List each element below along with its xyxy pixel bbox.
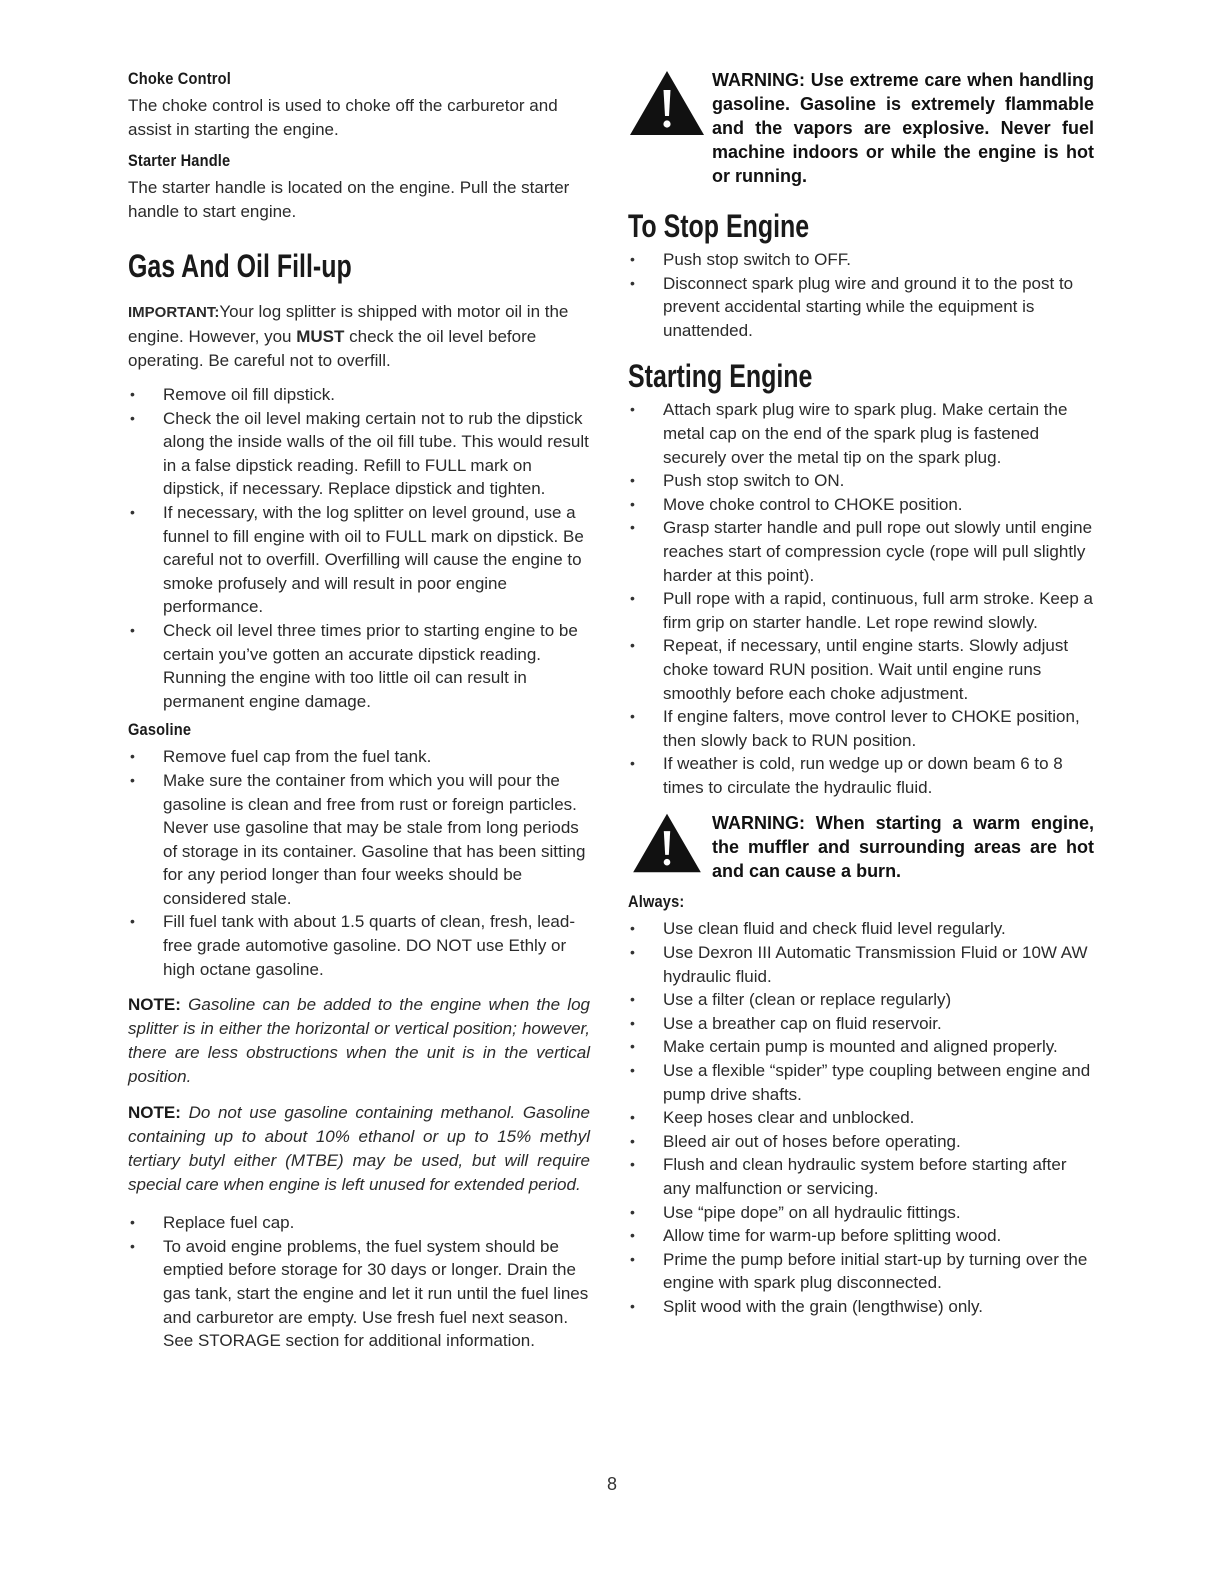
warning-text: WARNING: Use extreme care when handling gasoline. Gasoline is extremely flammable and the vapors are explosive. Never fuel machine indoors or while the engine is hot or running. — [712, 70, 1094, 186]
oil-bullet-list — [128, 383, 590, 713]
list-item: • Remove fuel cap from the fuel tank. — [128, 745, 590, 769]
list-item: • Pull rope with a rapid, continuous, full arm stroke. Keep a firm grip on starter handle. Let rope rewind slowly. — [628, 587, 1094, 634]
list-item: • Allow time for warm-up before splitting wood. — [628, 1224, 1094, 1248]
always-bullet-list — [628, 917, 1094, 1318]
fuel-cap-bullet-list — [128, 1211, 590, 1353]
important-paragraph — [128, 300, 590, 373]
choke-control-text: The choke control is used to choke off the carburetor and assist in starting the engine. — [128, 96, 558, 139]
list-item: • Push stop switch to OFF. — [628, 248, 1094, 272]
list-item: • If necessary, with the log splitter on level ground, use a funnel to fill engine with oil to FULL mark on dipstick. Be careful not to overfill. Overfilling will cause the engine to smoke profusely and will result in poor engine performance. — [128, 501, 590, 619]
list-item: • Flush and clean hydraulic system before starting after any malfunction or servicing. — [628, 1153, 1094, 1200]
list-item: • Repeat, if necessary, until engine starts. Slowly adjust choke toward RUN position. Wait until engine runs smoothly before each choke adjustment. — [628, 634, 1094, 705]
starting-engine-heading: Starting Engine — [628, 358, 813, 395]
list-item: • Replace fuel cap. — [128, 1211, 590, 1235]
list-item: • Bleed air out of hoses before operating. — [628, 1130, 1094, 1154]
warning-triangle-icon — [628, 68, 706, 138]
gas-oil-heading: Gas And Oil Fill-up — [128, 248, 352, 284]
note-text: Gasoline can be added to the engine when the log splitter is in either the horizontal or vertical position; however, there are less obstructions when the unit is in the vertical position. — [128, 995, 590, 1087]
note-label: NOTE: — [128, 995, 181, 1015]
list-item: • Check the oil level making certain not to rub the dipstick along the inside walls of the oil fill tube. This would result in a false dipstick reading. Refill to FULL mark on dipstick, if necessary. Replace dipstick and tighten. — [128, 407, 590, 501]
burn-warning — [628, 811, 1094, 883]
list-item: • Use clean fluid and check fluid level regularly. — [628, 917, 1094, 941]
list-item: • If engine falters, move control lever to CHOKE position, then slowly back to RUN position. — [628, 705, 1094, 752]
list-item: • Keep hoses clear and unblocked. — [628, 1106, 1094, 1130]
list-item: • To avoid engine problems, the fuel system should be emptied before storage for 30 days or longer. Drain the gas tank, start the engine and let it run until the fuel lines and carburetor are empty. Use fresh fuel next season. See STORAGE section for additional information. — [128, 1235, 590, 1353]
note-label: NOTE: — [128, 1103, 181, 1123]
stop-engine-heading: To Stop Engine — [628, 208, 810, 244]
list-item: • Attach spark plug wire to spark plug. Make certain the metal cap on the end of the spark plug is fastened securely over the metal tip on the spark plug. — [628, 398, 1094, 469]
list-item: • Grasp starter handle and pull rope out slowly until engine reaches start of compression cycle (rope will pull slightly harder at this point). — [628, 516, 1094, 587]
left-column — [128, 68, 590, 1353]
note-horizontal-vertical — [128, 993, 590, 1089]
list-item: • Use a flexible “spider” type coupling between engine and pump drive shafts. — [628, 1059, 1094, 1106]
list-item: • Fill fuel tank with about 1.5 quarts of clean, fresh, lead-free grade automotive gasoline. DO NOT use Ethly or high octane gasoline. — [128, 910, 590, 981]
list-item: • Use a filter (clean or replace regularly) — [628, 988, 1094, 1012]
list-item: • Use Dexron III Automatic Transmission Fluid or 10W AW hydraulic fluid. — [628, 941, 1094, 988]
gasoline-heading: Gasoline — [128, 720, 192, 740]
important-label: IMPORTANT: — [128, 304, 220, 321]
stop-engine-bullet-list — [628, 248, 1094, 342]
gasoline-warning — [628, 68, 1094, 188]
list-item: • Disconnect spark plug wire and ground it to the post to prevent accidental starting while the equipment is unattended. — [628, 272, 1094, 343]
starting-engine-bullet-list — [628, 398, 1094, 799]
list-item: • Make certain pump is mounted and aligned properly. — [628, 1035, 1094, 1059]
starter-handle-text: The starter handle is located on the engine. Pull the starter handle to start engine. — [128, 178, 570, 221]
list-item: • Move choke control to CHOKE position. — [628, 493, 1094, 517]
list-item: • Push stop switch to ON. — [628, 469, 1094, 493]
choke-control-heading: Choke Control — [128, 69, 231, 88]
list-item: • If weather is cold, run wedge up or down beam 6 to 8 times to circulate the hydraulic fluid. — [628, 752, 1094, 799]
important-text-1: Your log splitter is shipped with motor oil in the engine. However, you — [128, 302, 569, 346]
list-item: • Check oil level three times prior to starting engine to be certain you’ve gotten an accurate dipstick reading. Running the engine with too little oil can result in permanent engine damage. — [128, 619, 590, 713]
list-item: • Prime the pump before initial start-up by turning over the engine with spark plug disconnected. — [628, 1248, 1094, 1295]
right-column — [628, 68, 1094, 1319]
starter-handle-heading: Starter Handle — [128, 151, 231, 170]
warning-text: WARNING: When starting a warm engine, the muffler and surrounding areas are hot and can cause a burn. — [712, 813, 1094, 882]
list-item: • Make sure the container from which you will pour the gasoline is clean and free from rust or foreign particles. Never use gasoline that may be stale from long periods of storage in its container. Gasoline that has been sitting for any period longer than four weeks should be considered stale. — [128, 769, 590, 911]
list-item: • Split wood with the grain (lengthwise) only. — [628, 1295, 1094, 1319]
gasoline-bullet-list — [128, 745, 590, 981]
list-item: • Remove oil fill dipstick. — [128, 383, 590, 407]
warning-triangle-icon — [628, 811, 706, 875]
note-text: Do not use gasoline containing methanol. Gasoline containing up to about 10% ethanol or up to 15% methyl tertiary butyl either (MTBE) may be used, but will require special care when engine is left unused for extended period. — [128, 1103, 590, 1195]
page-number: 8 — [606, 1474, 617, 1494]
important-text-2: check the oil level before operating. Be careful not to overfill. — [128, 327, 537, 370]
note-methanol — [128, 1101, 590, 1197]
list-item: • Use a breather cap on fluid reservoir. — [628, 1012, 1094, 1036]
always-heading: Always: — [628, 892, 685, 912]
list-item: • Use “pipe dope” on all hydraulic fittings. — [628, 1201, 1094, 1225]
important-must: MUST — [296, 327, 345, 346]
